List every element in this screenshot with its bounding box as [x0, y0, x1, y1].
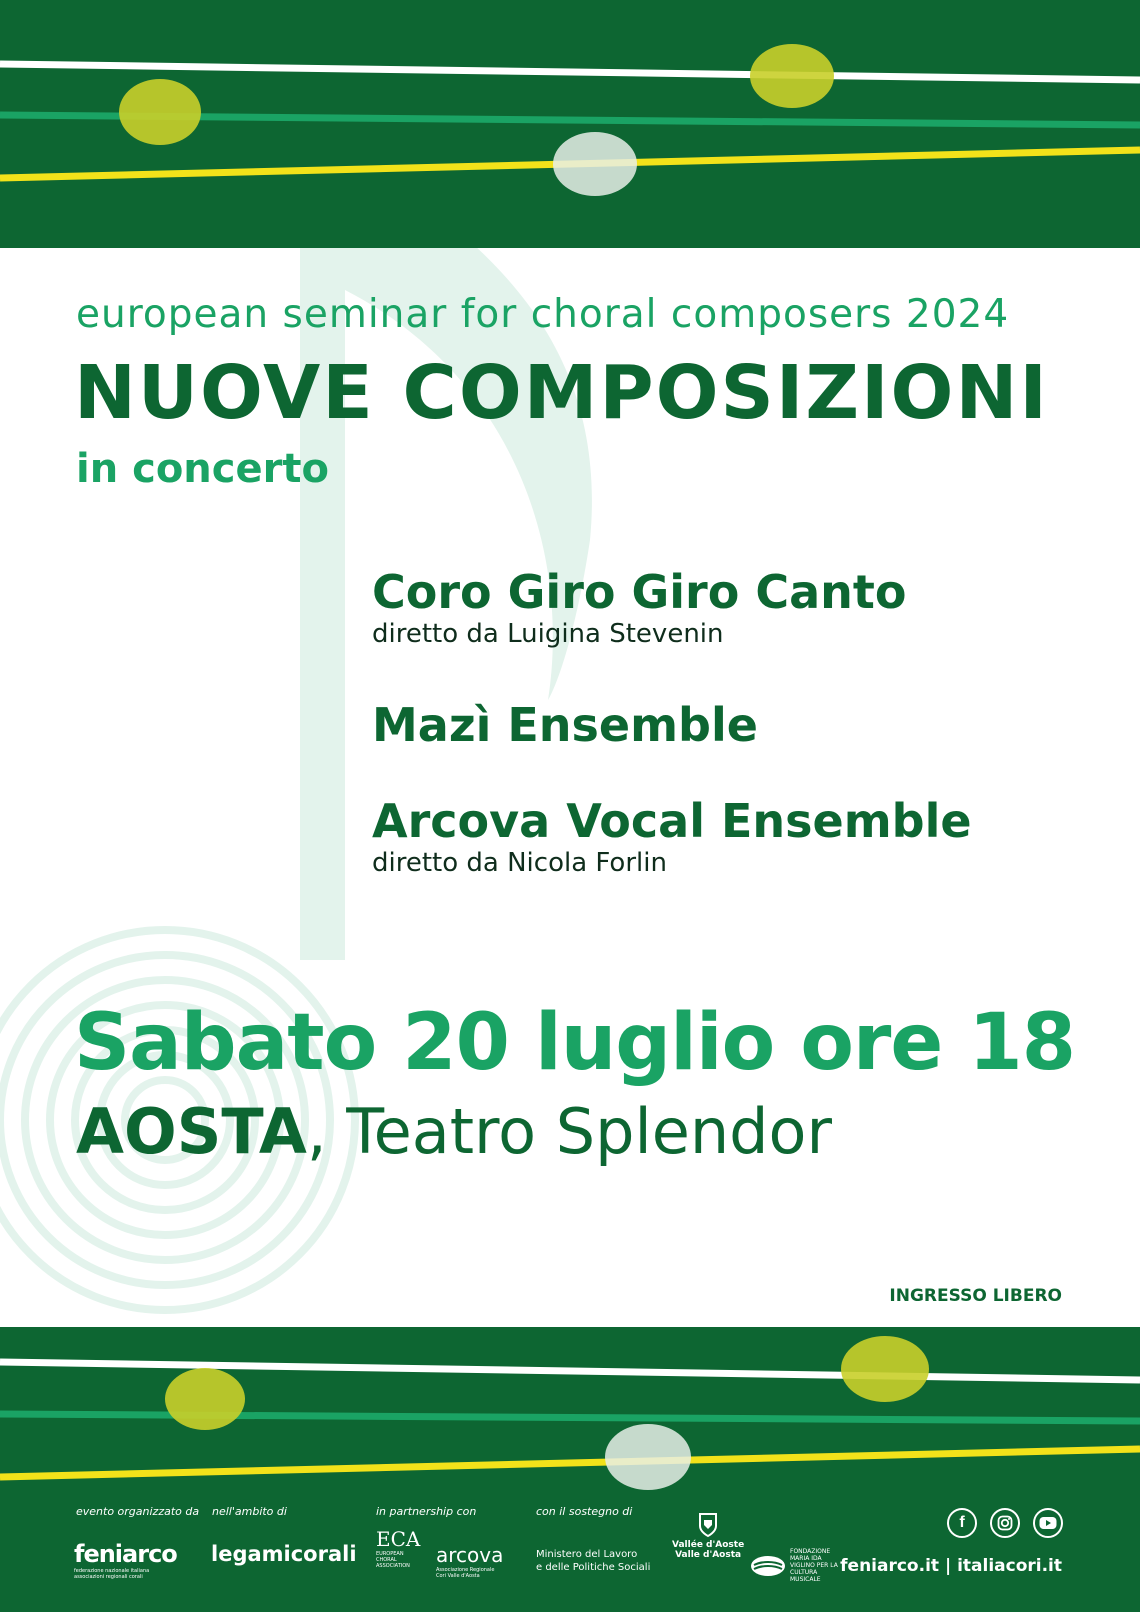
label-organized: evento organizzato da: [76, 1505, 200, 1518]
top-decorative-band: [0, 0, 1140, 248]
performer-2: [372, 698, 758, 752]
eca-logo-text: ECA: [376, 1527, 421, 1551]
performer-director: diretto da Nicola Forlin: [372, 848, 667, 878]
event-city: AOSTA: [76, 1095, 307, 1168]
facebook-icon[interactable]: f: [947, 1508, 977, 1538]
performer-3: [372, 794, 972, 878]
venue-name: Teatro Splendor: [326, 1095, 832, 1168]
regione-line2: Valle d'Aosta: [675, 1550, 742, 1560]
label-support: con il sostegno di: [536, 1505, 633, 1518]
performer-name: Mazì Ensemble: [372, 698, 758, 752]
feniarco-logo-sub: federazione nazionale italiana associazioni regionali corali: [74, 1568, 150, 1580]
fondazione-emblem-icon: [750, 1555, 786, 1577]
shield-icon: [698, 1512, 718, 1538]
feniarco-logo-text: feniarco: [74, 1540, 177, 1568]
eca-logo-sub: EUROPEAN CHORAL ASSOCIATION: [376, 1551, 410, 1569]
venue-comma: ,: [306, 1095, 327, 1168]
regione-line1: Vallée d'Aoste: [672, 1540, 745, 1550]
performer-name: Coro Giro Giro Canto: [372, 565, 907, 619]
event-venue: [76, 1095, 832, 1168]
arcova-logo-sub: Associazione Regionale Cori Valle d'Aosta: [436, 1567, 495, 1579]
performer-director: diretto da Luigina Stevenin: [372, 619, 724, 649]
performer-1: [372, 565, 906, 649]
fondazione-logo[interactable]: [750, 1548, 848, 1583]
ministero-line1: Ministero del Lavoro: [536, 1549, 638, 1560]
legamicorali-logo[interactable]: legamicorali: [211, 1542, 357, 1566]
instagram-icon[interactable]: [990, 1508, 1020, 1538]
page-title: NUOVE COMPOSIZIONI: [74, 350, 1049, 436]
performer-name: Arcova Vocal Ensemble: [372, 794, 972, 848]
admission-note: INGRESSO LIBERO: [889, 1286, 1062, 1306]
fondazione-text: FONDAZIONE MARIA IDA VIGLINO PER LA CULTURA MUSICALE: [790, 1548, 838, 1583]
arcova-logo[interactable]: [436, 1543, 503, 1579]
feniarco-logo[interactable]: [74, 1540, 177, 1580]
youtube-icon[interactable]: [1033, 1508, 1063, 1538]
eca-logo[interactable]: [376, 1527, 420, 1569]
arcova-logo-text: arcova: [436, 1543, 504, 1567]
ministero-logo[interactable]: [536, 1548, 650, 1574]
event-date: Sabato 20 luglio ore 18: [74, 998, 1075, 1088]
tagline: in concerto: [76, 446, 329, 492]
label-context: nell'ambito di: [212, 1505, 287, 1518]
seminar-subtitle: european seminar for choral composers 2024: [76, 292, 1010, 337]
regione-vda-logo[interactable]: [672, 1512, 744, 1560]
ministero-line2: e delle Politiche Sociali: [536, 1562, 651, 1573]
label-partnership: in partnership con: [376, 1505, 477, 1518]
website-links[interactable]: feniarco.it | italiacori.it: [840, 1556, 1062, 1576]
